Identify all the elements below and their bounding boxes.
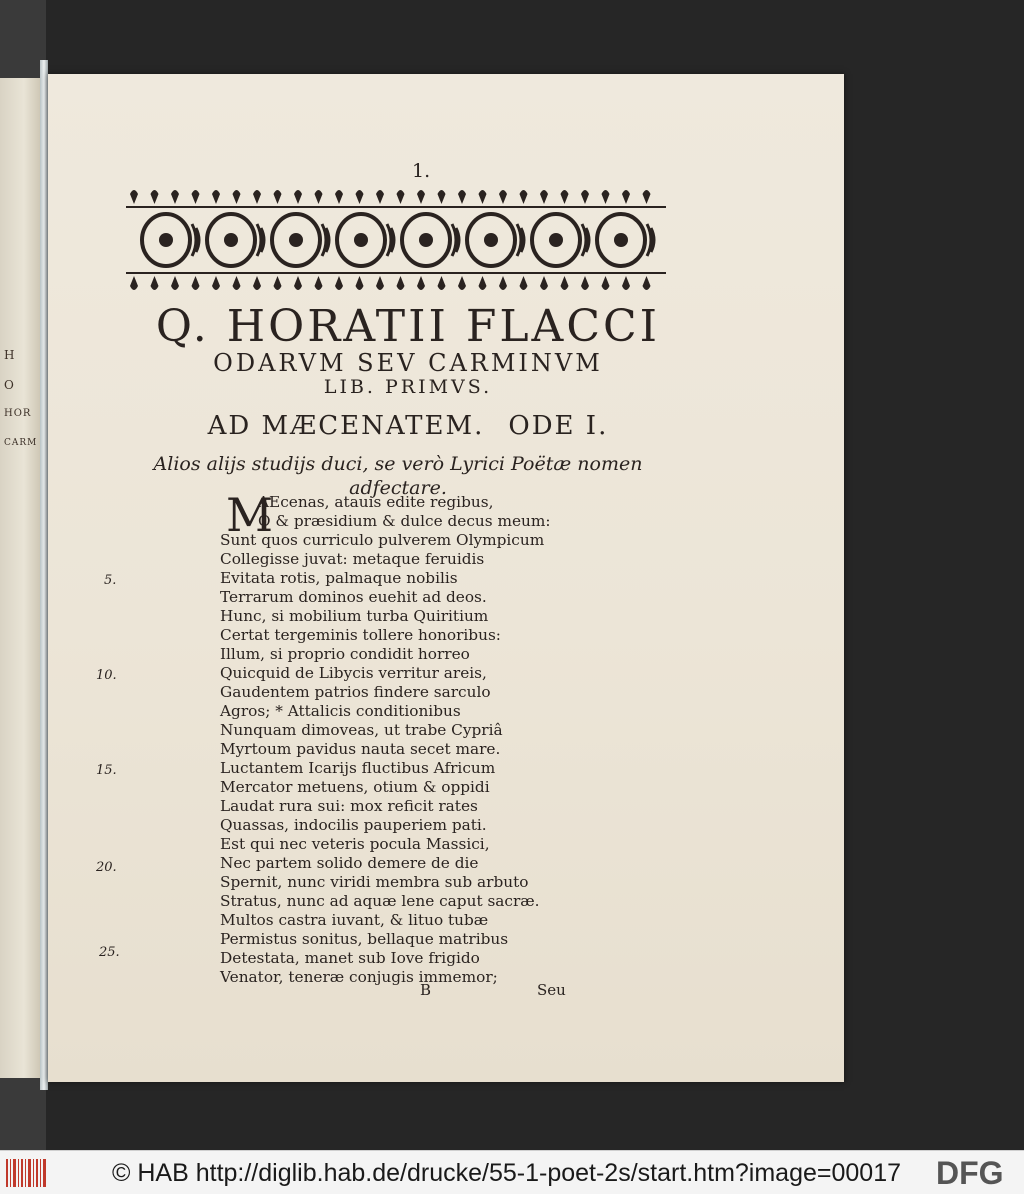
previous-page-edge [0, 78, 40, 1078]
fleuron [151, 276, 159, 290]
roundel-center [224, 233, 238, 247]
poem-line: Detestata, manet sub Iove frigido [220, 949, 480, 967]
fleuron [335, 276, 343, 290]
fleuron [438, 276, 446, 290]
poem-line: Quicquid de Libycis verritur areis, [220, 664, 487, 682]
poem-line: Hunc, si mobilium turba Quiritium [220, 607, 489, 625]
poem-line: Collegisse juvat: metaque feruidis [220, 550, 485, 568]
poem-line: Multos castra iuvant, & lituo tubæ [220, 911, 489, 929]
page-number: 1. [412, 160, 431, 182]
fleuron [130, 190, 138, 204]
poem-line: Sunt quos curriculo pulverem Olympicum [220, 531, 545, 549]
fleuron [499, 276, 507, 290]
fleuron [581, 190, 589, 204]
fleuron [602, 190, 610, 204]
fleuron [253, 190, 261, 204]
fleuron [315, 276, 323, 290]
fleuron [397, 276, 405, 290]
poem-line: Venator, teneræ conjugis immemor; [220, 968, 498, 986]
prev-page-fragment: H [4, 348, 16, 362]
poem-line: Terrarum dominos euehit ad deos. [220, 588, 487, 606]
poem-line: Stratus, nunc ad aquæ lene caput sacræ. [220, 892, 540, 910]
poem-line: Luctantem Icarijs fluctibus Africum [220, 759, 496, 777]
fleuron [458, 276, 466, 290]
footer-bar [0, 1150, 1024, 1194]
scroll-ornament [452, 224, 459, 256]
dfg-logo [934, 1155, 1018, 1189]
scroll-ornament [647, 224, 654, 256]
fleuron [602, 276, 610, 290]
fleuron [540, 190, 548, 204]
scroll-ornament [257, 224, 264, 256]
roundel-center [289, 233, 303, 247]
fleuron [397, 190, 405, 204]
prev-page-fragment: HOR [4, 408, 32, 419]
fleuron [356, 190, 364, 204]
fleuron [376, 190, 384, 204]
fleuron [520, 190, 528, 204]
fleuron [233, 276, 241, 290]
scroll-ornament [517, 224, 524, 256]
barcode-icon [6, 1159, 46, 1187]
glass-edge [40, 60, 48, 1090]
line-number: 25. [99, 945, 120, 960]
ode-heading-dedication: AD MÆCENATEM. [207, 411, 485, 441]
poem-line: Spernit, nunc viridi membra sub arbuto [220, 873, 529, 891]
poem-line: Evitata rotis, palmaque nobilis [220, 569, 458, 587]
poem-line: Myrtoum pavidus nauta secet mare. [220, 740, 501, 758]
title-lib: LIB. PRIMVS. [323, 376, 493, 398]
fleuron [335, 190, 343, 204]
source-credit: © HAB http://diglib.hab.de/drucke/55-1-poet-2s/start.htm?image=00017 [112, 1159, 902, 1187]
fleuron [274, 190, 282, 204]
poem-line: Mercator metuens, otium & oppidi [220, 778, 490, 796]
roundel-center [354, 233, 368, 247]
fleuron [253, 276, 261, 290]
fleuron [274, 276, 282, 290]
fleuron [540, 276, 548, 290]
scroll-ornament [387, 224, 394, 256]
line-number: 15. [96, 763, 117, 778]
fleuron [233, 190, 241, 204]
fleuron [561, 190, 569, 204]
title-main: Q. HORATII FLACCI [155, 301, 661, 352]
catchword: Seu [537, 981, 566, 999]
dfg-logo-text: DFG [936, 1155, 1004, 1189]
fleuron [315, 190, 323, 204]
drop-cap: M [226, 488, 274, 542]
fleuron [171, 190, 179, 204]
ornamental-headpiece [126, 184, 666, 296]
fleuron [622, 190, 630, 204]
fleuron [643, 276, 651, 290]
poem-line: Agros; * Attalicis conditionibus [220, 702, 461, 720]
poem-line: Permistus sonitus, bellaque matribus [220, 930, 509, 948]
fleuron [192, 276, 200, 290]
fleuron [561, 276, 569, 290]
poem-line: Laudat rura sui: mox reficit rates [220, 797, 478, 815]
scroll-ornament [322, 224, 329, 256]
fleuron [438, 190, 446, 204]
fleuron [294, 276, 302, 290]
poem-line: Est qui nec veteris pocula Massici, [220, 835, 490, 853]
fleuron [356, 276, 364, 290]
prev-page-fragment: O [4, 378, 15, 392]
roundel-center [549, 233, 563, 247]
fleuron [212, 276, 220, 290]
fleuron [499, 190, 507, 204]
line-number: 5. [104, 573, 117, 588]
fleuron [130, 276, 138, 290]
fleuron [171, 276, 179, 290]
prev-page-fragment: CARM [4, 438, 38, 448]
fleuron [151, 190, 159, 204]
poem-line: Nec partem solido demere de die [220, 854, 479, 872]
ode-heading [118, 411, 698, 441]
fleuron [417, 276, 425, 290]
poem-line: Illum, si proprio condidit horreo [220, 645, 470, 663]
roundel-center [484, 233, 498, 247]
fleuron [212, 190, 220, 204]
fleuron [622, 276, 630, 290]
fleuron [192, 190, 200, 204]
scroll-ornament [582, 224, 589, 256]
line-number: 10. [96, 668, 117, 683]
fleuron [643, 190, 651, 204]
fleuron [376, 276, 384, 290]
roundel-center [614, 233, 628, 247]
signature-mark: B [420, 981, 432, 999]
fleuron [294, 190, 302, 204]
ode-argument: Alios alijs studijs duci, se verò Lyrici Poëtæ nomen adfectare. [153, 453, 643, 499]
line-number: 20. [96, 860, 117, 875]
fleuron [581, 276, 589, 290]
title-sub: ODARVM SEV CARMINVM [213, 349, 603, 377]
roundel-center [419, 233, 433, 247]
fleuron [479, 190, 487, 204]
ode-heading-number: ODE I. [508, 411, 609, 441]
poem-line: O & præsidium & dulce decus meum: [258, 512, 551, 530]
scroll-ornament [192, 224, 199, 256]
fleuron [479, 276, 487, 290]
poem-line: Certat tergeminis tollere honoribus: [220, 626, 501, 644]
roundel-center [159, 233, 173, 247]
fleuron [417, 190, 425, 204]
poem-line: Gaudentem patrios findere sarculo [220, 683, 491, 701]
poem-line: AEcenas, atauis edite regibus, [258, 493, 494, 511]
poem-line: Quassas, indocilis pauperiem pati. [220, 816, 487, 834]
fleuron [458, 190, 466, 204]
poem-line: Nunquam dimoveas, ut trabe Cypriâ [220, 721, 503, 739]
fleuron [520, 276, 528, 290]
